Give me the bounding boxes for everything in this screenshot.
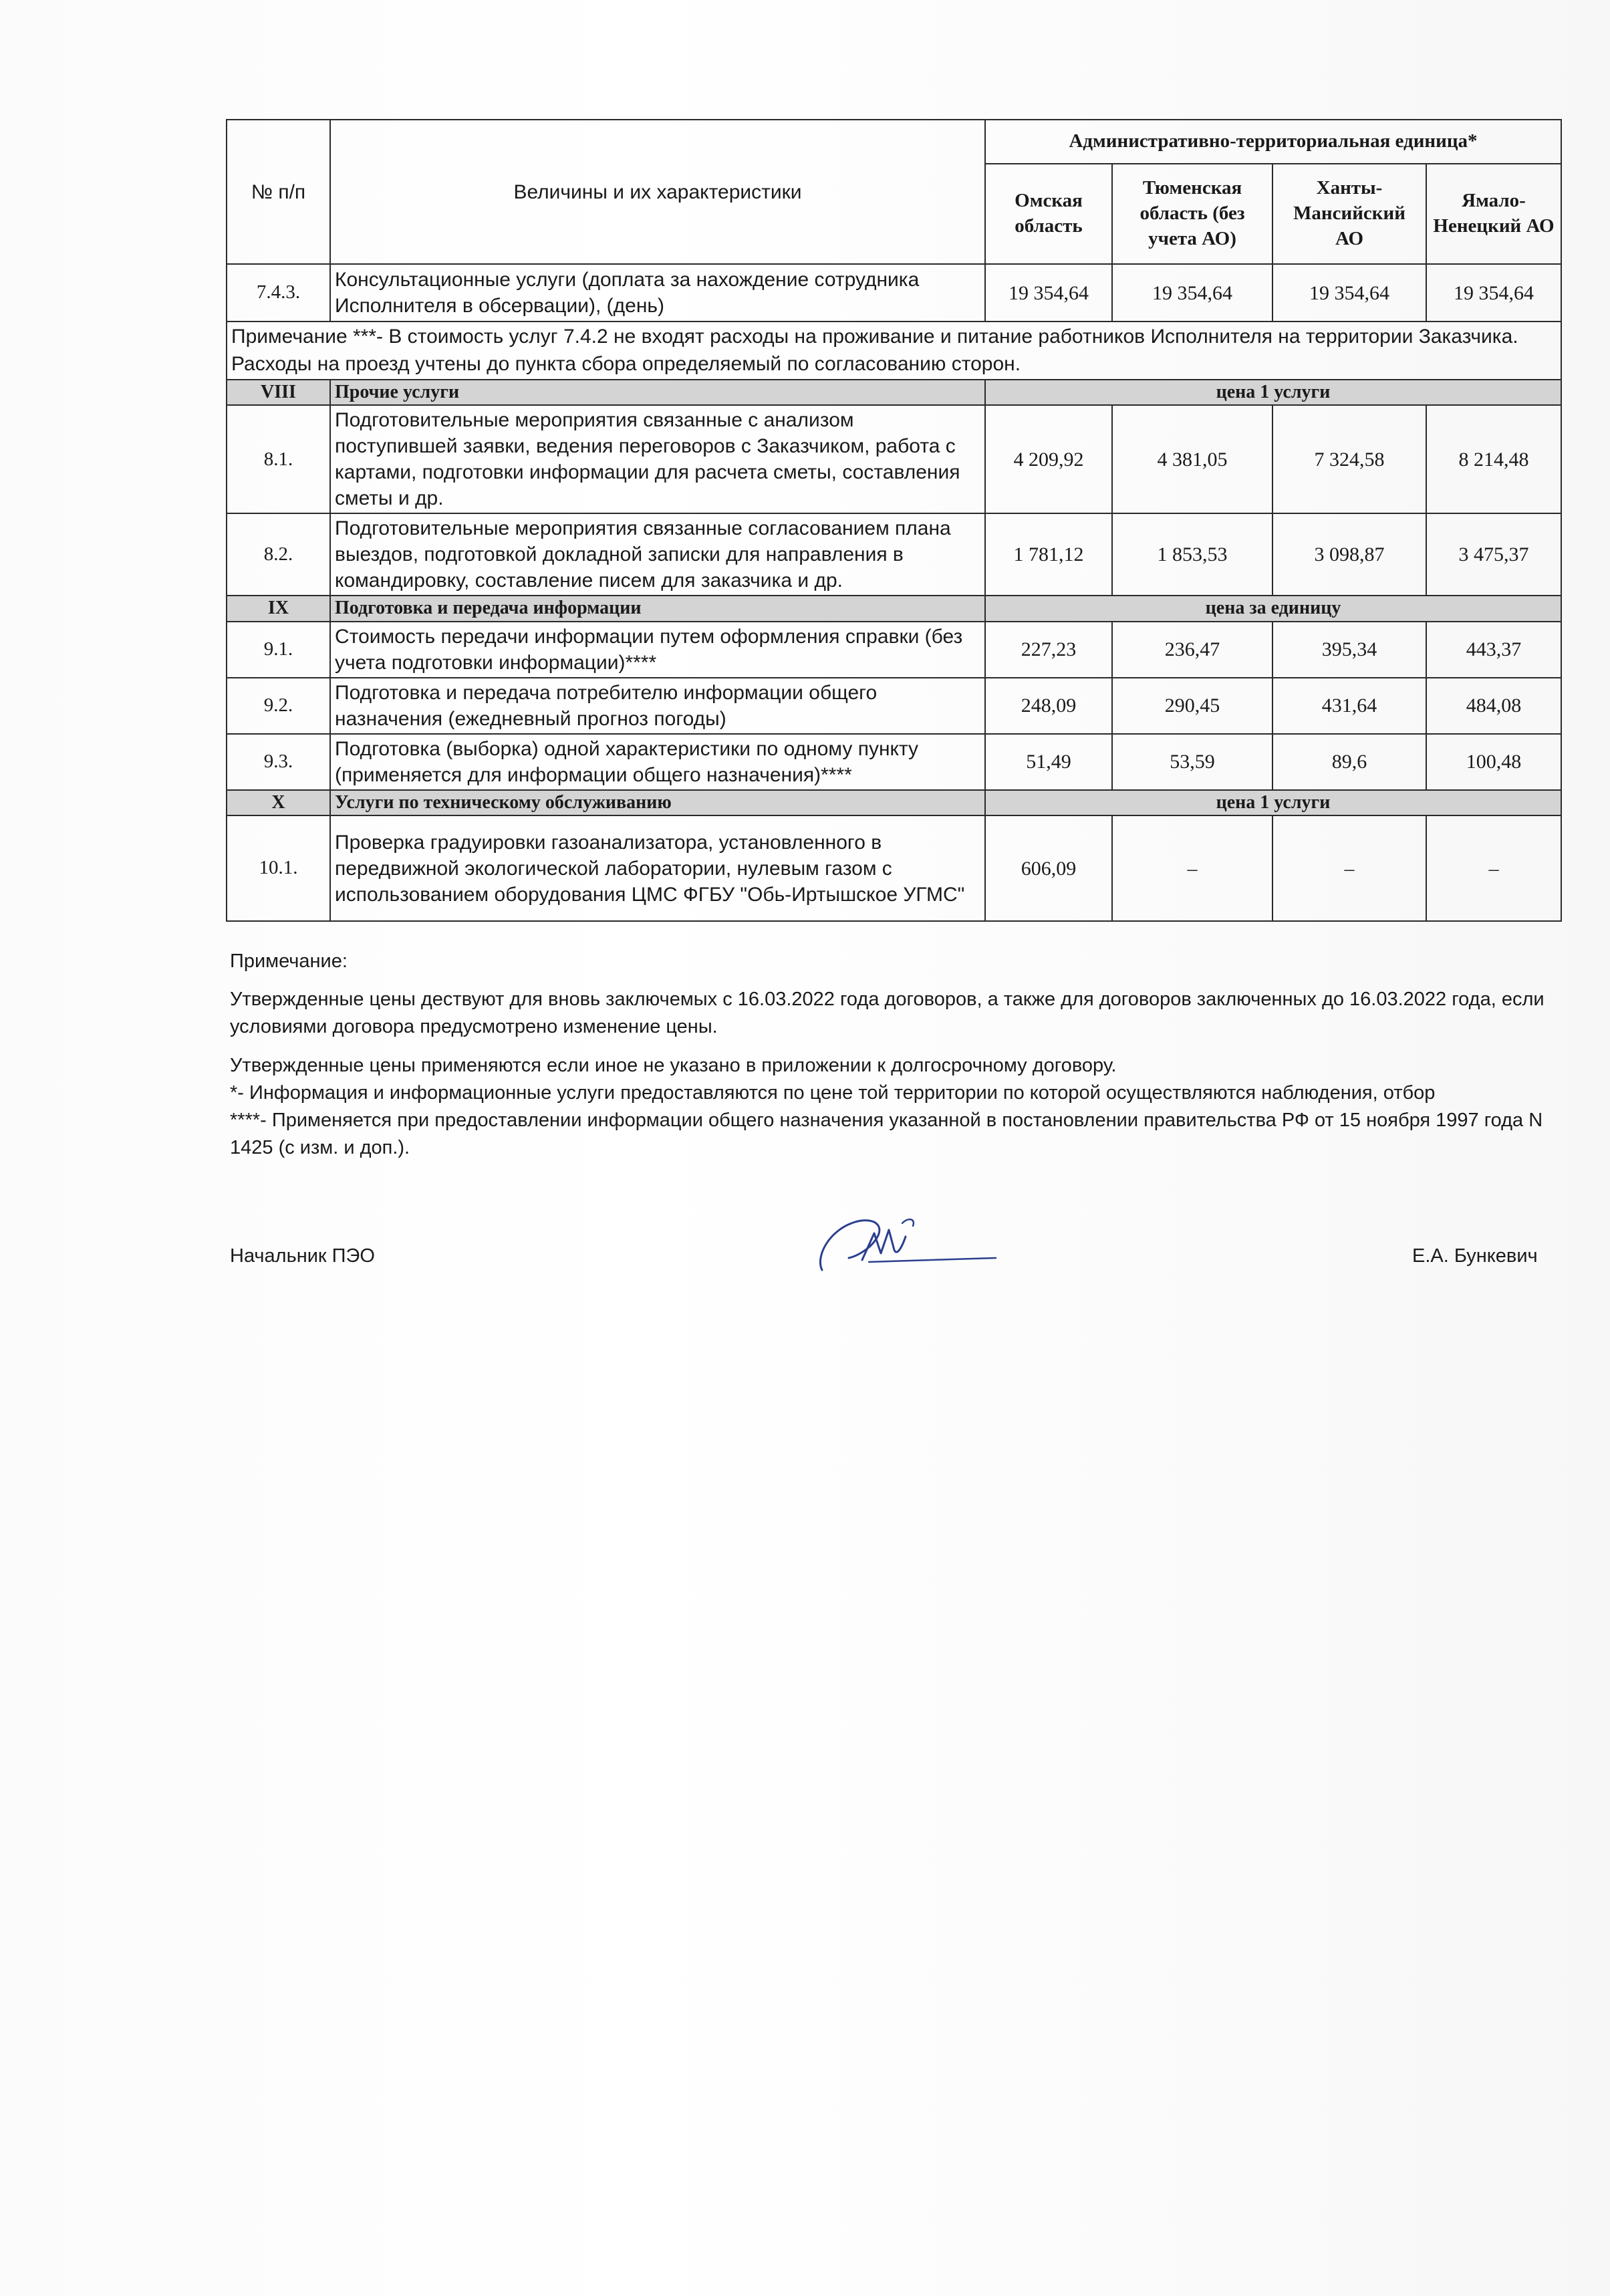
row-value-tyumen: 290,45 xyxy=(1112,678,1272,734)
row-value-tyumen: 53,59 xyxy=(1112,734,1272,790)
row-value-tyumen: 1 853,53 xyxy=(1112,513,1272,596)
note-paragraph: ****- Применяется при предоставлении информации общего назначения указанной в постановлении правительства РФ от 15 ноября 1997 года N 1425 (с изм. и доп.). xyxy=(230,1109,1543,1159)
table-row xyxy=(227,678,1561,734)
row-value-yanao: 443,37 xyxy=(1426,622,1561,678)
table-row xyxy=(227,815,1561,921)
notes-heading: Примечание: xyxy=(230,950,348,972)
header-region-omsk: Омская область xyxy=(985,164,1112,264)
row-value-khmao: 89,6 xyxy=(1272,734,1426,790)
row-value-omsk: 248,09 xyxy=(985,678,1112,734)
row-num: 10.1. xyxy=(227,815,330,921)
table-row xyxy=(227,622,1561,678)
row-value-omsk: 606,09 xyxy=(985,815,1112,921)
header-region-yanao: Ямало-Ненецкий АО xyxy=(1426,164,1561,264)
table-row xyxy=(227,734,1561,790)
row-value-yanao: 8 214,48 xyxy=(1426,405,1561,513)
row-description: Подготовительные мероприятия связанные с анализом поступившей заявки, ведения переговоров с Заказчиком, работа с картами, подготовки информации для расчета сметы, составления сметы и др. xyxy=(330,405,985,513)
handwritten-signature xyxy=(809,1210,1002,1283)
section-num: IX xyxy=(227,596,330,621)
header-unit-group: Административно-территориальная единица* xyxy=(985,120,1561,164)
table-row xyxy=(227,405,1561,513)
row-description: Подготовка и передача потребителю информации общего назначения (ежедневный прогноз погоды) xyxy=(330,678,985,734)
row-value-omsk: 4 209,92 xyxy=(985,405,1112,513)
section-header-8 xyxy=(227,380,1561,405)
row-description: Подготовительные мероприятия связанные согласованием плана выездов, подготовкой докладной записки для направления в командировку, составление писем для заказчика и др. xyxy=(330,513,985,596)
row-value-khmao: 7 324,58 xyxy=(1272,405,1426,513)
row-value-khmao: – xyxy=(1272,815,1426,921)
table-row xyxy=(227,513,1561,596)
section-price-label: цена за единицу xyxy=(985,596,1561,621)
header-region-khmao: Ханты-Мансийский АО xyxy=(1272,164,1426,264)
note-paragraph: Утвержденные цены дествуют для вновь заключемых с 16.03.2022 года договоров, а также для договоров заключенных до 16.03.2022 года, если условиями договора предусмотрено изменение цены. xyxy=(230,989,1545,1038)
row-value-omsk: 227,23 xyxy=(985,622,1112,678)
row-num: 8.2. xyxy=(227,513,330,596)
price-table xyxy=(226,119,1562,922)
section-price-label: цена 1 услуги xyxy=(985,790,1561,815)
row-num: 7.4.3. xyxy=(227,264,330,322)
row-description: Проверка градуировки газоанализатора, установленного в передвижной экологической лаборатории, нулевым газом с использованием оборудования ЦМС ФГБУ "Обь-Иртышское УГМС" xyxy=(330,815,985,921)
row-value-yanao: – xyxy=(1426,815,1561,921)
note-paragraph: Утвержденные цены применяются если иное не указано в приложении к долгосрочному договору. xyxy=(230,1054,1117,1076)
row-num: 9.3. xyxy=(227,734,330,790)
row-description: Стоимость передачи информации путем оформления справки (без учета подготовки информации)**** xyxy=(330,622,985,678)
row-value-khmao: 395,34 xyxy=(1272,622,1426,678)
section-title: Подготовка и передача информации xyxy=(330,596,985,621)
row-value-tyumen: – xyxy=(1112,815,1272,921)
note-paragraph: *- Информация и информационные услуги предоставляются по цене той территории по которой осуществляются наблюдения, отбор xyxy=(230,1081,1436,1104)
row-description: Подготовка (выборка) одной характеристики по одному пункту (применяется для информации общего назначения)**** xyxy=(330,734,985,790)
header-num: № п/п xyxy=(227,120,330,264)
table-note: Примечание ***- В стоимость услуг 7.4.2 не входят расходы на проживание и питание работников Исполнителя на территории Заказчика. Расходы на проезд учтены до пункта сбора определяемый по согласованию сторон. xyxy=(227,322,1561,380)
row-num: 9.2. xyxy=(227,678,330,734)
row-value-yanao: 3 475,37 xyxy=(1426,513,1561,596)
section-num: VIII xyxy=(227,380,330,405)
section-title: Прочие услуги xyxy=(330,380,985,405)
table-header-row xyxy=(227,120,1561,164)
row-value-omsk: 1 781,12 xyxy=(985,513,1112,596)
row-value-khmao: 3 098,87 xyxy=(1272,513,1426,596)
row-num: 9.1. xyxy=(227,622,330,678)
signatory-name: Е.А. Бункевич xyxy=(1412,1245,1538,1267)
table-note-row xyxy=(227,322,1561,380)
row-value-omsk: 51,49 xyxy=(985,734,1112,790)
section-header-10 xyxy=(227,790,1561,815)
section-num: X xyxy=(227,790,330,815)
header-description: Величины и их характеристики xyxy=(330,120,985,264)
row-value-tyumen: 4 381,05 xyxy=(1112,405,1272,513)
row-value-tyumen: 19 354,64 xyxy=(1112,264,1272,322)
row-num: 8.1. xyxy=(227,405,330,513)
table-row xyxy=(227,264,1561,322)
header-region-tyumen: Тюменская область (без учета АО) xyxy=(1112,164,1272,264)
row-description: Консультационные услуги (доплата за нахождение сотрудника Исполнителя в обсервации), (день) xyxy=(330,264,985,322)
section-title: Услуги по техническому обслуживанию xyxy=(330,790,985,815)
notes-block xyxy=(230,948,1560,1162)
row-value-yanao: 484,08 xyxy=(1426,678,1561,734)
row-value-tyumen: 236,47 xyxy=(1112,622,1272,678)
row-value-yanao: 100,48 xyxy=(1426,734,1561,790)
section-price-label: цена 1 услуги xyxy=(985,380,1561,405)
signatory-position: Начальник ПЭО xyxy=(230,1245,375,1267)
row-value-omsk: 19 354,64 xyxy=(985,264,1112,322)
row-value-khmao: 19 354,64 xyxy=(1272,264,1426,322)
section-header-9 xyxy=(227,596,1561,621)
row-value-yanao: 19 354,64 xyxy=(1426,264,1561,322)
row-value-khmao: 431,64 xyxy=(1272,678,1426,734)
